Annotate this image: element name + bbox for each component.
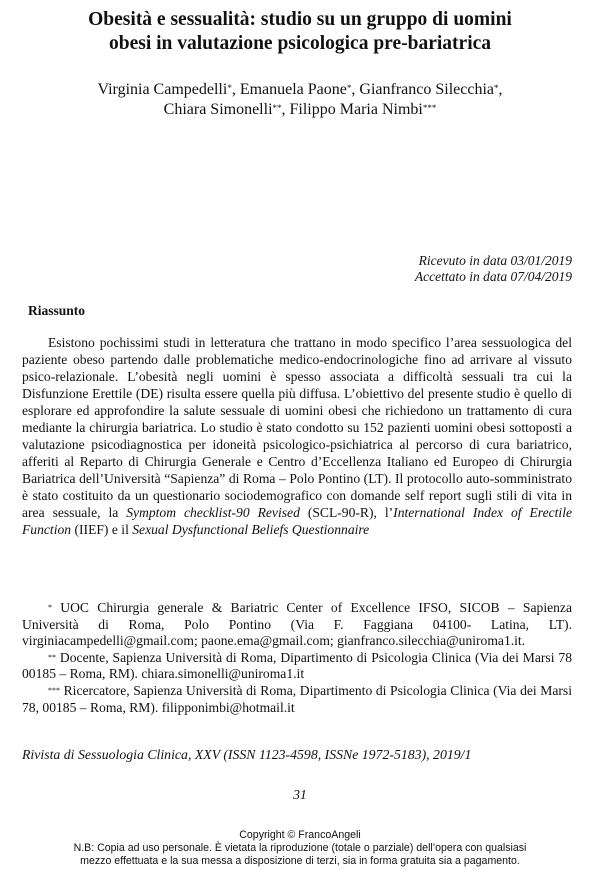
author-affiliation-mark: *** [422, 103, 437, 113]
author-affiliation-mark: * [346, 83, 352, 93]
abstract-body [22, 334, 572, 538]
title-line-1: Obesità e sessualità: studio su un gruppo di uomini [88, 9, 512, 30]
abstract-paragraph [22, 334, 572, 538]
footnote [22, 683, 572, 716]
footnote-mark: * [48, 603, 52, 612]
copyright-notice [0, 829, 600, 868]
footnote-mark: *** [48, 685, 60, 695]
author-name: Filippo Maria Nimbi [289, 101, 423, 118]
footnote-text: Docente, Sapienza Università di Roma, Dipartimento di Psicologia Clinica (Via dei Marsi 78 00185 – Roma, RM). chiara.simonelli@uniroma1.it [22, 649, 572, 682]
journal-citation: Rivista di Sessuologia Clinica, XXV (ISSN 1123-4598, ISSNe 1972-5183), 2019/1 [22, 747, 472, 762]
footnote [22, 650, 572, 683]
abstract-text: (IIEF) e il [71, 522, 133, 537]
footnote-text: UOC Chirurgia generale & Bariatric Center of Excellence IFSO, SICOB – Sapienza Università di Roma, Polo Pontino (Via F. Faggiana 04100- Latina, LT). virginiacampedelli@gmail.com; paone.ema@gmail.com; gianfranco.silecchia@uniroma1.it. [22, 600, 572, 649]
title-line-2: obesi in valutazione psicologica pre-bariatrica [108, 33, 492, 54]
author-list [0, 80, 600, 120]
author-name: Chiara Simonelli [163, 101, 273, 118]
scale-name-scl90r: Symptom checklist-90 Revised [126, 505, 300, 520]
copyright-disclaimer-line-1: N.B: Copia ad uso personale. È vietata la riproduzione (totale o parziale) dell’opera con qualsiasi [73, 842, 527, 854]
abstract-heading: Riassunto [28, 303, 86, 318]
author-name: Gianfranco Silecchia [359, 81, 494, 98]
page-number: 31 [293, 787, 307, 802]
affiliation-footnotes [22, 600, 572, 716]
scale-name-iief: International Index of Erectile Function [22, 505, 573, 537]
authors-line-2: Chiara Simonelli**, Filippo Maria Nimbi*** [163, 101, 437, 118]
footnote-mark: ** [48, 652, 56, 662]
copyright-disclaimer-line-2: mezzo effettuata e la sua messa a disposizione di terzi, sia in forma gratuita sia a pagamento. [80, 855, 520, 867]
author-affiliation-mark: * [494, 83, 499, 93]
footnote-text: Ricercatore, Sapienza Università di Roma, Dipartimento di Psicologia Clinica (Via dei Marsi 78, 00185 – Roma, RM). filipponimbi@hotmail.it [22, 682, 572, 715]
abstract-text: (SCL-90-R), l’ [299, 505, 394, 520]
copyright-line: Copyright © FrancoAngeli [239, 829, 361, 841]
author-name: Virginia Campedelli [97, 81, 228, 98]
scale-name-sdbq: Sexual Dysfunctional Beliefs Questionnaire [132, 522, 370, 537]
paper-title [0, 8, 600, 56]
submission-dates [415, 253, 572, 285]
author-affiliation-mark: * [227, 83, 232, 93]
footnote [22, 600, 572, 650]
author-name: Emanuela Paone [239, 81, 347, 98]
authors-line-1: Virginia Campedelli*, Emanuela Paone*, Gianfranco Silecchia*, [97, 81, 503, 98]
author-affiliation-mark: ** [272, 103, 282, 113]
accepted-date: Accettato in data 07/04/2019 [414, 269, 572, 284]
received-date: Ricevuto in data 03/01/2019 [418, 253, 572, 268]
abstract-text: Esistono pochissimi studi in letteratura che trattano in modo specifico l’area sessuologica del paziente obeso partendo dalle problematiche medico-endocrinologiche fino ad arrivare al vissuto psico-relazionale. L’obesità negli uomini è spesso associata a difficoltà sessuali tra cui la Disfunzione Erettile (DE) risulta essere quella più diffusa. L’obiettivo del presente studio è quello di esplorare ed approfondire la salute sessuale di uomini obesi che richiedono un trattamento di cura mediante la chirurgia bariatrica. Lo studio è stato condotto su 152 pazienti uomini obesi sottoposti a valutazione psicodiagnostica per idoneità psicologico-psichiatrica al percorso di cura bariatrico, afferiti al Reparto di Chirurgia Generale e Centro d’Eccellenza Italiano ed Europeo di Chirurgia Bariatrica dell’Università “Sapienza” di Roma – Polo Pontino (LT). Il protocollo auto-somministrato è stato costituito da un questionario sociodemografico con domande self report sugli stili di vita in area sessuale, la [22, 335, 572, 520]
